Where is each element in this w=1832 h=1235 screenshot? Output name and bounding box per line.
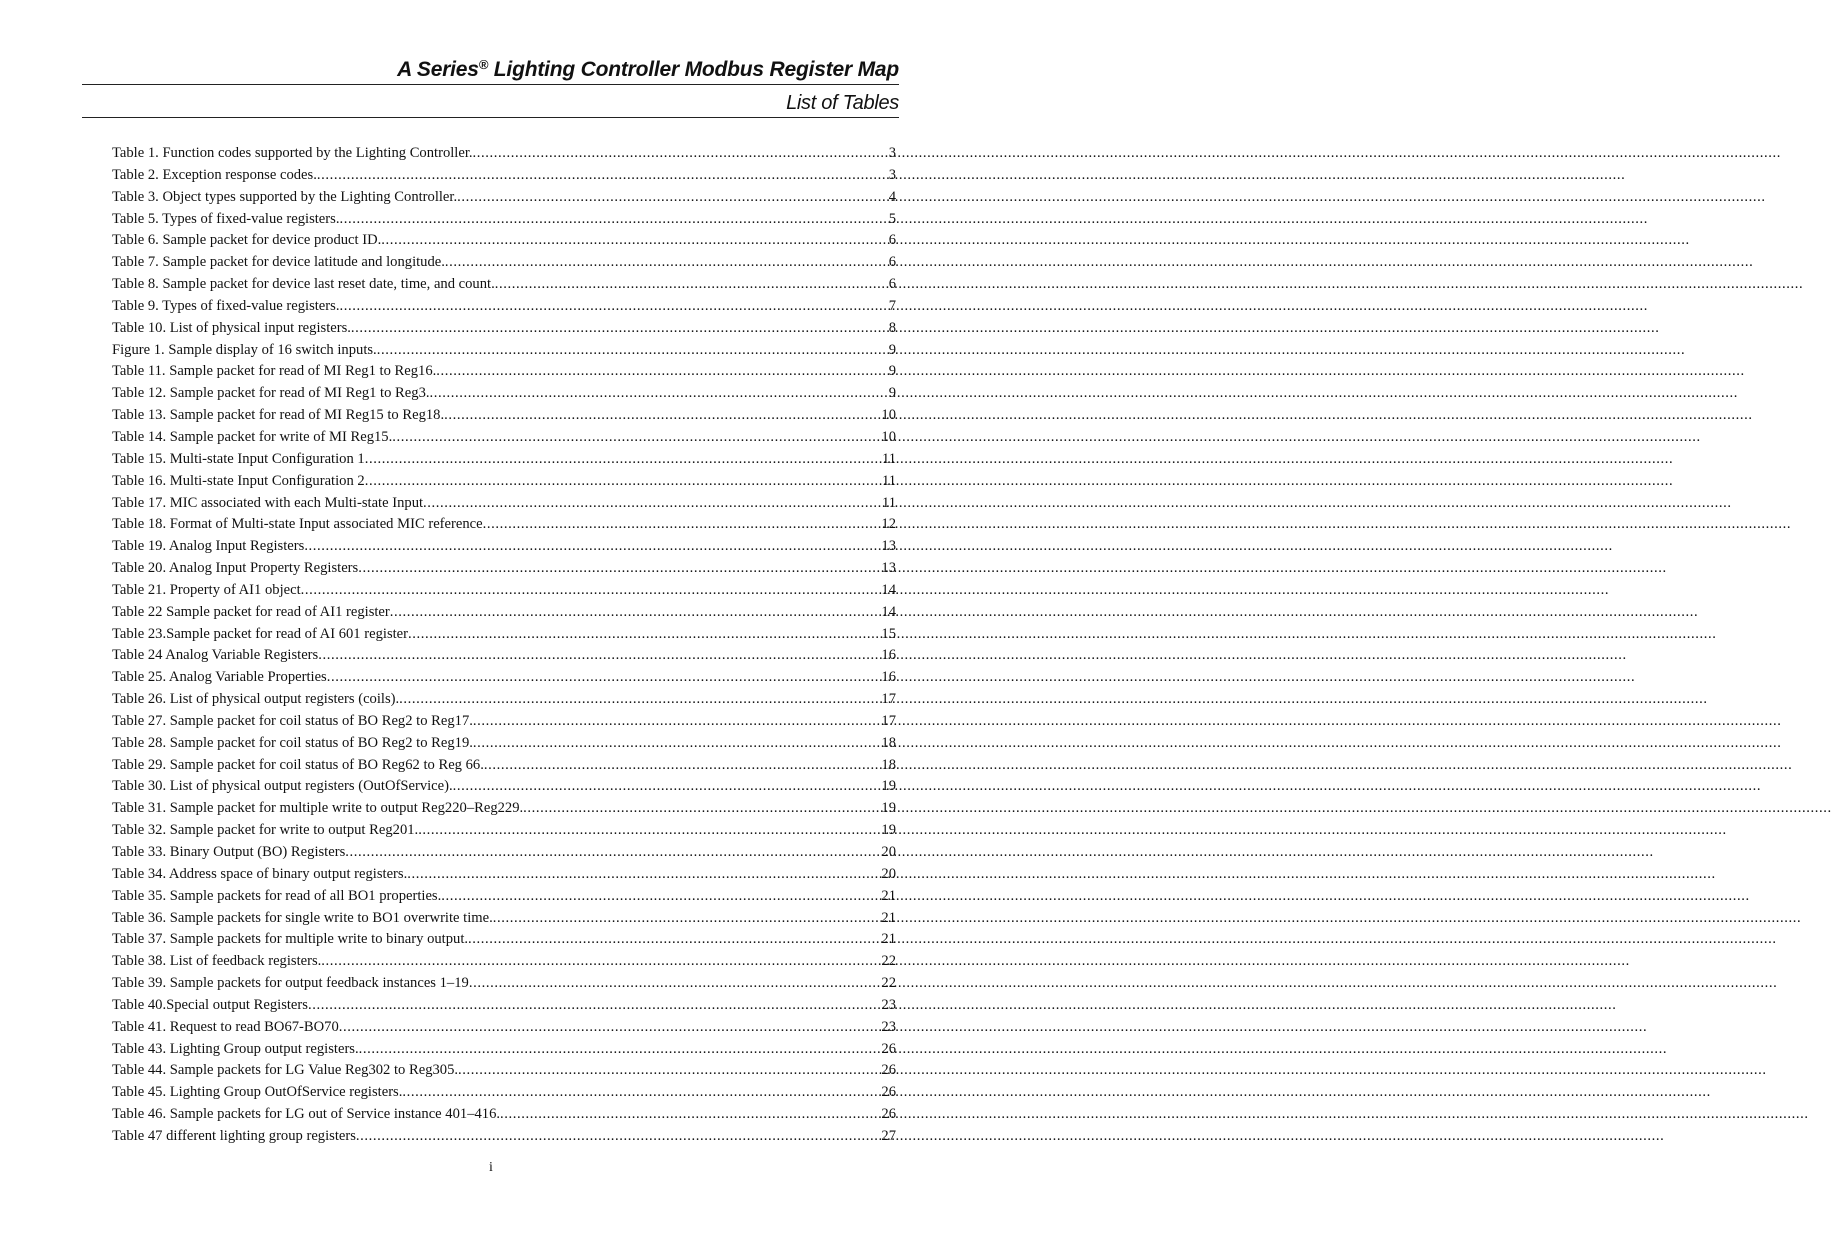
document-title-rest: Lighting Controller Modbus Register Map: [488, 58, 899, 81]
toc-entry-label: Table 16. Multi-state Input Configuration 2: [112, 472, 365, 489]
toc-entry-label: Table 36. Sample packets for single write to BO1 overwrite time.: [112, 909, 493, 926]
toc-entry-label: Table 38. List of feedback registers.: [112, 953, 322, 970]
toc-entry[interactable]: [112, 798, 896, 820]
toc-entry-label: Table 13. Sample packet for read of MI Reg15 to Reg18.: [112, 407, 445, 424]
toc-entry-label: Table 33. Binary Output (BO) Registers: [112, 844, 346, 860]
toc-dot-leader: [457, 187, 889, 209]
toc-entry-label: Table 11. Sample packet for read of MI Reg1 to Reg16.: [112, 363, 437, 380]
toc-dot-leader: [399, 689, 881, 711]
toc-entry-label: Table 14. Sample packet for write of MI Reg15.: [112, 428, 393, 445]
toc-entry-page: 21: [881, 887, 896, 904]
toc-entry-page: 26: [881, 1084, 896, 1101]
toc-dot-leader: [423, 493, 882, 515]
toc-entry[interactable]: [112, 886, 896, 908]
toc-entry-label: Table 30. List of physical output registers (OutOfService).: [112, 778, 453, 795]
toc-dot-leader: [402, 1082, 881, 1104]
toc-entry[interactable]: [112, 667, 896, 689]
toc-entry-page: 9: [888, 363, 896, 380]
toc-entry-page: 22: [881, 953, 896, 970]
toc-dot-leader: [339, 209, 888, 231]
list-of-tables: [112, 143, 896, 1148]
toc-entry-page: 13: [881, 560, 896, 577]
toc-entry-page: 9: [888, 341, 896, 358]
toc-entry-page: 21: [881, 909, 896, 926]
toc-entry[interactable]: [112, 864, 896, 886]
toc-entry[interactable]: [112, 274, 896, 296]
toc-entry-page: 4: [888, 188, 896, 205]
toc-entry-page: 9: [888, 385, 896, 402]
toc-entry[interactable]: [112, 1104, 896, 1126]
toc-dot-leader: [339, 1017, 882, 1039]
toc-entry-label: Table 2. Exception response codes.: [112, 166, 317, 183]
toc-entry[interactable]: [112, 951, 896, 973]
toc-entry-page: 27: [881, 1127, 896, 1144]
toc-entry-page: 8: [888, 319, 896, 336]
toc-entry-page: 14: [881, 581, 896, 598]
toc-entry[interactable]: [112, 1039, 896, 1061]
toc-entry-page: 18: [881, 756, 896, 773]
toc-dot-leader: [321, 951, 881, 973]
toc-entry-label: Table 17. MIC associated with each Multi-state Input: [112, 494, 424, 511]
toc-entry-page: 3: [888, 166, 896, 183]
toc-dot-leader: [301, 580, 882, 602]
toc-entry-page: 17: [881, 691, 896, 708]
toc-entry[interactable]: [112, 602, 896, 624]
toc-entry[interactable]: [112, 820, 896, 842]
toc-dot-leader: [458, 1060, 881, 1082]
toc-dot-leader: [318, 645, 881, 667]
toc-entry[interactable]: [112, 187, 896, 209]
toc-dot-leader: [468, 929, 881, 951]
toc-entry-label: Table 22 Sample packet for read of AI1 register: [112, 603, 390, 620]
toc-dot-leader: [436, 361, 888, 383]
toc-entry-page: 6: [888, 232, 896, 249]
toc-entry-page: 17: [881, 712, 896, 729]
toc-entry-label: Table 8. Sample packet for device last reset date, time, and count.: [112, 276, 495, 293]
toc-entry-label: Table 19. Analog Input Registers: [112, 538, 305, 555]
toc-entry-label: Table 25. Analog Variable Properties: [112, 669, 327, 686]
toc-entry-label: Table 23.Sample packet for read of AI 601 register: [112, 625, 409, 642]
toc-entry-label: Table 1. Function codes supported by the Lighting Controller.: [112, 145, 473, 161]
toc-entry[interactable]: [112, 143, 896, 165]
page-number: i: [489, 1160, 493, 1175]
toc-entry[interactable]: [112, 471, 896, 493]
toc-entry[interactable]: [112, 340, 896, 362]
toc-dot-leader: [392, 427, 881, 449]
toc-entry-page: 26: [881, 1062, 896, 1079]
toc-entry[interactable]: [112, 711, 896, 733]
toc-entry-page: 19: [881, 778, 896, 795]
toc-entry-page: 26: [881, 1106, 896, 1123]
toc-entry-label: Table 47 different lighting group registers: [112, 1127, 356, 1144]
toc-entry[interactable]: [112, 361, 896, 383]
toc-entry[interactable]: [112, 929, 896, 951]
toc-dot-leader: [345, 842, 881, 864]
toc-entry-page: 18: [881, 734, 896, 751]
toc-dot-leader: [407, 864, 881, 886]
toc-dot-leader: [359, 1039, 882, 1061]
toc-entry[interactable]: [112, 449, 896, 471]
toc-dot-leader: [500, 1104, 881, 1126]
toc-entry[interactable]: [112, 252, 896, 274]
toc-entry[interactable]: [112, 383, 896, 405]
toc-entry-label: Table 24 Analog Variable Registers: [112, 647, 319, 664]
toc-entry-page: 22: [881, 975, 896, 992]
toc-entry[interactable]: [112, 1126, 896, 1148]
toc-entry[interactable]: [112, 536, 896, 558]
toc-entry-label: Table 20. Analog Input Property Registers: [112, 560, 359, 577]
toc-entry-page: 11: [881, 494, 896, 511]
document-title-text: A Series: [397, 58, 479, 81]
toc-entry-page: 13: [881, 538, 896, 555]
toc-dot-leader: [377, 340, 889, 362]
toc-entry-label: Table 5. Types of fixed-value registers.: [112, 210, 340, 227]
toc-entry-page: 20: [881, 844, 896, 860]
toc-dot-leader: [381, 230, 888, 252]
toc-dot-leader: [339, 296, 888, 318]
toc-entry[interactable]: [112, 645, 896, 667]
toc-entry-label: Table 39. Sample packets for output feedback instances 1–19: [112, 975, 469, 992]
toc-dot-leader: [484, 755, 882, 777]
toc-entry-page: 5: [888, 210, 896, 227]
toc-entry-label: Table 7. Sample packet for device latitude and longitude.: [112, 254, 445, 271]
toc-dot-leader: [408, 624, 881, 646]
document-title: [82, 56, 899, 84]
toc-entry-page: 19: [881, 800, 896, 817]
toc-dot-leader: [356, 1126, 882, 1148]
toc-entry-page: 3: [888, 145, 896, 161]
toc-entry[interactable]: [112, 776, 896, 798]
toc-entry-label: Table 21. Property of AI1 object: [112, 581, 301, 598]
toc-entry[interactable]: [112, 689, 896, 711]
toc-dot-leader: [483, 514, 882, 536]
toc-entry[interactable]: [112, 842, 896, 864]
toc-entry-page: 6: [888, 276, 896, 293]
toc-dot-leader: [493, 908, 882, 930]
toc-dot-leader: [351, 318, 889, 340]
toc-entry-label: Table 40.Special output Registers: [112, 996, 308, 1013]
toc-entry[interactable]: [112, 296, 896, 318]
toc-entry-page: 16: [881, 647, 896, 664]
toc-entry[interactable]: [112, 165, 896, 187]
toc-entry[interactable]: [112, 1082, 896, 1104]
toc-entry-label: Table 15. Multi-state Input Configuration 1: [112, 450, 365, 467]
toc-entry-page: 23: [881, 1018, 896, 1035]
toc-dot-leader: [473, 143, 889, 165]
toc-entry-page: 19: [881, 822, 896, 839]
toc-entry-page: 10: [881, 428, 896, 445]
toc-dot-leader: [365, 471, 882, 493]
toc-entry[interactable]: [112, 1060, 896, 1082]
toc-entry[interactable]: [112, 995, 896, 1017]
toc-entry-label: Table 37. Sample packets for multiple write to binary output.: [112, 931, 469, 948]
toc-entry-label: Table 18. Format of Multi-state Input associated MIC reference: [112, 516, 483, 533]
header-bottom-rule: [82, 117, 899, 118]
toc-entry[interactable]: [112, 580, 896, 602]
toc-entry[interactable]: [112, 624, 896, 646]
toc-entry-label: Table 46. Sample packets for LG out of Service instance 401–416.: [112, 1106, 501, 1123]
toc-dot-leader: [495, 274, 889, 296]
toc-dot-leader: [308, 995, 881, 1017]
toc-entry-label: Table 44. Sample packets for LG Value Reg302 to Reg305.: [112, 1062, 459, 1079]
toc-entry[interactable]: [112, 318, 896, 340]
toc-dot-leader: [523, 798, 881, 820]
toc-dot-leader: [365, 449, 882, 471]
toc-entry[interactable]: [112, 1017, 896, 1039]
toc-entry-label: Table 3. Object types supported by the Lighting Controller.: [112, 188, 458, 205]
toc-entry[interactable]: [112, 493, 896, 515]
toc-entry-page: 12: [881, 516, 896, 533]
toc-entry[interactable]: [112, 755, 896, 777]
toc-entry-page: 7: [888, 297, 896, 314]
toc-dot-leader: [473, 733, 881, 755]
toc-entry-page: 16: [881, 669, 896, 686]
toc-dot-leader: [390, 602, 882, 624]
toc-entry[interactable]: [112, 908, 896, 930]
toc-dot-leader: [317, 165, 889, 187]
toc-entry-label: Table 31. Sample packet for multiple write to output Reg220–Reg229.: [112, 800, 524, 817]
toc-entry-label: Table 35. Sample packets for read of all BO1 properties.: [112, 887, 442, 904]
toc-entry-page: 6: [888, 254, 896, 271]
toc-entry[interactable]: [112, 230, 896, 252]
toc-entry-page: 26: [881, 1040, 896, 1057]
toc-entry-label: Table 28. Sample packet for coil status of BO Reg2 to Reg19.: [112, 734, 473, 751]
toc-dot-leader: [453, 776, 882, 798]
toc-dot-leader: [469, 973, 882, 995]
toc-dot-leader: [445, 252, 889, 274]
toc-entry-label: Table 12. Sample packet for read of MI Reg1 to Reg3.: [112, 385, 430, 402]
toc-entry-page: 23: [881, 996, 896, 1013]
toc-entry-page: 11: [881, 472, 896, 489]
toc-entry[interactable]: [112, 209, 896, 231]
toc-dot-leader: [444, 405, 881, 427]
toc-entry[interactable]: [112, 405, 896, 427]
toc-entry-label: Table 41. Request to read BO67-BO70: [112, 1018, 339, 1035]
toc-entry[interactable]: [112, 427, 896, 449]
toc-entry-page: 20: [881, 865, 896, 882]
toc-dot-leader: [441, 886, 881, 908]
toc-dot-leader: [430, 383, 889, 405]
toc-dot-leader: [327, 667, 882, 689]
toc-entry-label: Figure 1. Sample display of 16 switch inputs.: [112, 341, 377, 358]
toc-dot-leader: [358, 558, 881, 580]
toc-entry[interactable]: [112, 514, 896, 536]
toc-entry-label: Table 34. Address space of binary output registers.: [112, 865, 408, 882]
toc-entry-page: 14: [881, 603, 896, 620]
toc-dot-leader: [418, 820, 881, 842]
toc-entry[interactable]: [112, 558, 896, 580]
toc-entry-label: Table 26. List of physical output registers (coils).: [112, 691, 400, 708]
toc-entry[interactable]: [112, 733, 896, 755]
header-top-rule: [82, 84, 899, 85]
toc-entry-label: Table 9. Types of fixed-value registers.: [112, 297, 340, 314]
toc-entry-page: 11: [881, 450, 896, 467]
toc-entry-label: Table 6. Sample packet for device product ID.: [112, 232, 382, 249]
toc-dot-leader: [473, 711, 881, 733]
toc-entry-label: Table 32. Sample packet for write to output Reg201.: [112, 822, 419, 839]
toc-entry-label: Table 29. Sample packet for coil status of BO Reg62 to Reg 66.: [112, 756, 484, 773]
toc-entry-label: Table 43. Lighting Group output registers.: [112, 1040, 359, 1057]
toc-entry-page: 15: [881, 625, 896, 642]
toc-entry-label: Table 10. List of physical input registers.: [112, 319, 351, 336]
toc-entry-label: Table 45. Lighting Group OutOfService registers.: [112, 1084, 403, 1101]
toc-entry[interactable]: [112, 973, 896, 995]
toc-entry-page: 21: [881, 931, 896, 948]
toc-dot-leader: [304, 536, 881, 558]
toc-entry-label: Table 27. Sample packet for coil status of BO Reg2 to Reg17.: [112, 712, 473, 729]
section-title: List of Tables: [786, 92, 899, 114]
toc-entry-page: 10: [881, 407, 896, 424]
registered-trademark-mark: ®: [478, 57, 489, 72]
